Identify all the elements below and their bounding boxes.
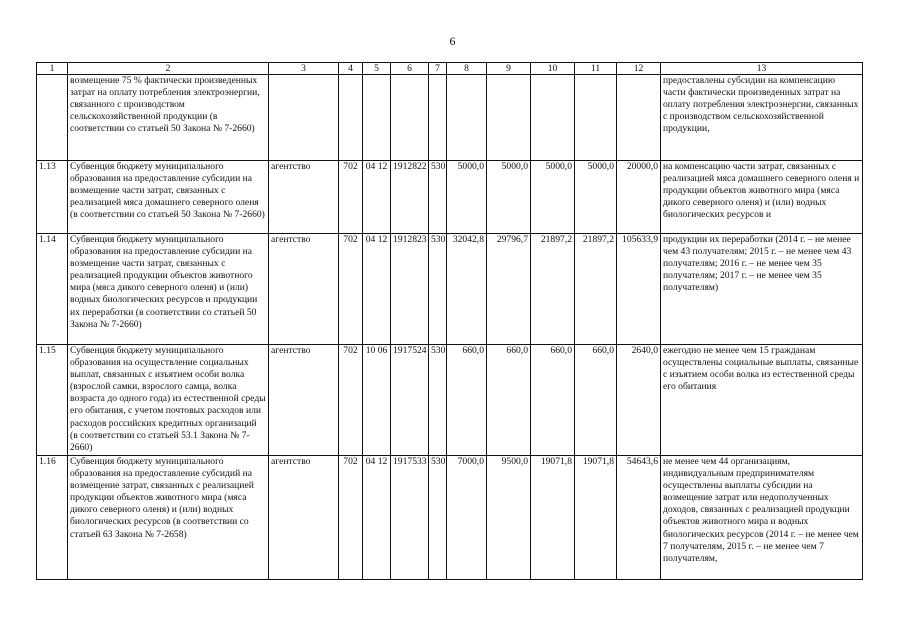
page-number: 6 [449,34,456,48]
header-cell: 4 [339,63,363,75]
header-cell: 8 [447,63,487,75]
table-row [37,75,863,161]
header-cell: 1 [37,63,68,75]
row-expense-code: 530 [429,161,447,234]
row-value-2015 [487,75,531,161]
header-cell: 5 [363,63,391,75]
row-result: на компенсацию части затрат, связанных с реализацией мяса домашнего северного оленя и продукции объектов животного мира (мяса дикого северного оленя) и (или) водных биологических ресурсов и [661,161,863,234]
row-expense-code: 530 [429,456,447,580]
header-cell: 6 [391,63,429,75]
row-section-code [363,75,391,161]
table-row [37,161,863,234]
header-cell: 3 [269,63,339,75]
row-ministry-code: 702 [339,345,363,456]
row-value-total: 105633,9 [617,234,661,345]
header-cell: 2 [68,63,269,75]
row-ministry-code: 702 [339,161,363,234]
row-description: Субвенция бюджету муниципального образования на предоставление субсидий на возмещение затрат, связанных с реализацией продукции объектов животного мира (мяса дикого северного оленя) и (или) водных биологических ресурсов (в соответствии со статьей 63 Закона № 7-2658) [68,456,269,580]
budget-table [36,62,863,580]
row-result: не менее чем 44 организациям, индивидуальным предпринимателям осуществлены выплаты субсидии на возмещение затрат или недополученных доходов, связанных с реализацией продукции объектов животного мира и водных биологических ресурсов (2014 г. – не менее чем 7 получателям, 2015 г. – не менее чем 7 получателям, [661,456,863,580]
row-value-2015: 660,0 [487,345,531,456]
row-agency [269,75,339,161]
row-section-code: 04 12 [363,161,391,234]
row-ministry-code [339,75,363,161]
row-result: предоставлены субсидии на компенсацию части фактически произведенных затрат на оплату потребления электроэнергии, связанных с производством сельскохозяйственной продукции, [661,75,863,161]
row-value-2014: 5000,0 [447,161,487,234]
row-value-2017: 660,0 [575,345,617,456]
table-row [37,456,863,580]
row-value-2015: 9500,0 [487,456,531,580]
row-value-2014: 7000,0 [447,456,487,580]
row-value-2016 [531,75,575,161]
row-section-code: 10 06 [363,345,391,456]
row-expense-code: 530 [429,345,447,456]
row-target-code: 1917533 [391,456,429,580]
row-agency: агентство [269,456,339,580]
row-ministry-code: 702 [339,234,363,345]
header-row [37,63,863,75]
row-value-2015: 29796,7 [487,234,531,345]
row-target-code: 1917524 [391,345,429,456]
header-cell: 9 [487,63,531,75]
row-value-2016: 660,0 [531,345,575,456]
header-cell: 11 [575,63,617,75]
row-number: 1.16 [37,456,68,580]
row-value-2014: 32042,8 [447,234,487,345]
row-value-2016: 5000,0 [531,161,575,234]
row-value-2016: 21897,2 [531,234,575,345]
header-cell: 13 [661,63,863,75]
row-value-total: 2640,0 [617,345,661,456]
row-number: 1.14 [37,234,68,345]
table-row [37,345,863,456]
row-number [37,75,68,161]
row-value-2015: 5000,0 [487,161,531,234]
row-value-2017: 21897,2 [575,234,617,345]
row-expense-code: 530 [429,234,447,345]
row-value-total: 54643,6 [617,456,661,580]
header-cell: 12 [617,63,661,75]
row-value-2017: 5000,0 [575,161,617,234]
row-number: 1.13 [37,161,68,234]
row-description: Субвенция бюджету муниципального образования на предоставление субсидии на возмещение части затрат, связанных с реализацией продукции объектов животного мира (мяса дикого северного оленя) и (или) водных биологических ресурсов и продукции их переработки (в соответствии со статьей 50 Закона № 7-2660) [68,234,269,345]
row-number: 1.15 [37,345,68,456]
row-target-code: 1912822 [391,161,429,234]
row-value-2016: 19071,8 [531,456,575,580]
row-section-code: 04 12 [363,456,391,580]
row-value-2014 [447,75,487,161]
row-value-total: 20000,0 [617,161,661,234]
header-cell: 7 [429,63,447,75]
table-row [37,234,863,345]
row-agency: агентство [269,161,339,234]
row-description: возмещение 75 % фактически произведенных затрат на оплату потребления электроэнергии, связанного с производством сельскохозяйственной продукции (в соответствии со статьей 50 Закона № 7-2660) [68,75,269,161]
row-agency: агентство [269,234,339,345]
row-result: продукции их переработки (2014 г. – не менее чем 43 получателям; 2015 г. – не менее чем 43 получателям; 2016 г. – не менее чем 35 получателям; 2017 г. – не менее чем 35 получателям) [661,234,863,345]
header-cell: 10 [531,63,575,75]
row-expense-code [429,75,447,161]
row-value-total [617,75,661,161]
row-agency: агентство [269,345,339,456]
row-description: Субвенция бюджету муниципального образования на осуществление социальных выплат, связанных с изъятием особи волка (взрослой самки, взрослого самца, волка возраста до одного года) из естественной среды его обитания, с учетом почтовых расходов или расходов российских кредитных организаций (в соответствии со статьей 53.1 Закона № 7-2660) [68,345,269,456]
row-value-2017: 19071,8 [575,456,617,580]
row-description: Субвенция бюджету муниципального образования на предоставление субсидии на возмещение части затрат, связанных с реализацией мяса домашнего северного оленя (в соответствии со статьей 50 Закона № 7-2660) [68,161,269,234]
row-result: ежегодно не менее чем 15 гражданам осуществлены социальные выплаты, связанные с изъятием особи волка из естественной среды его обитания [661,345,863,456]
row-target-code: 1912823 [391,234,429,345]
row-target-code [391,75,429,161]
row-value-2014: 660,0 [447,345,487,456]
row-value-2017 [575,75,617,161]
row-section-code: 04 12 [363,234,391,345]
row-ministry-code: 702 [339,456,363,580]
